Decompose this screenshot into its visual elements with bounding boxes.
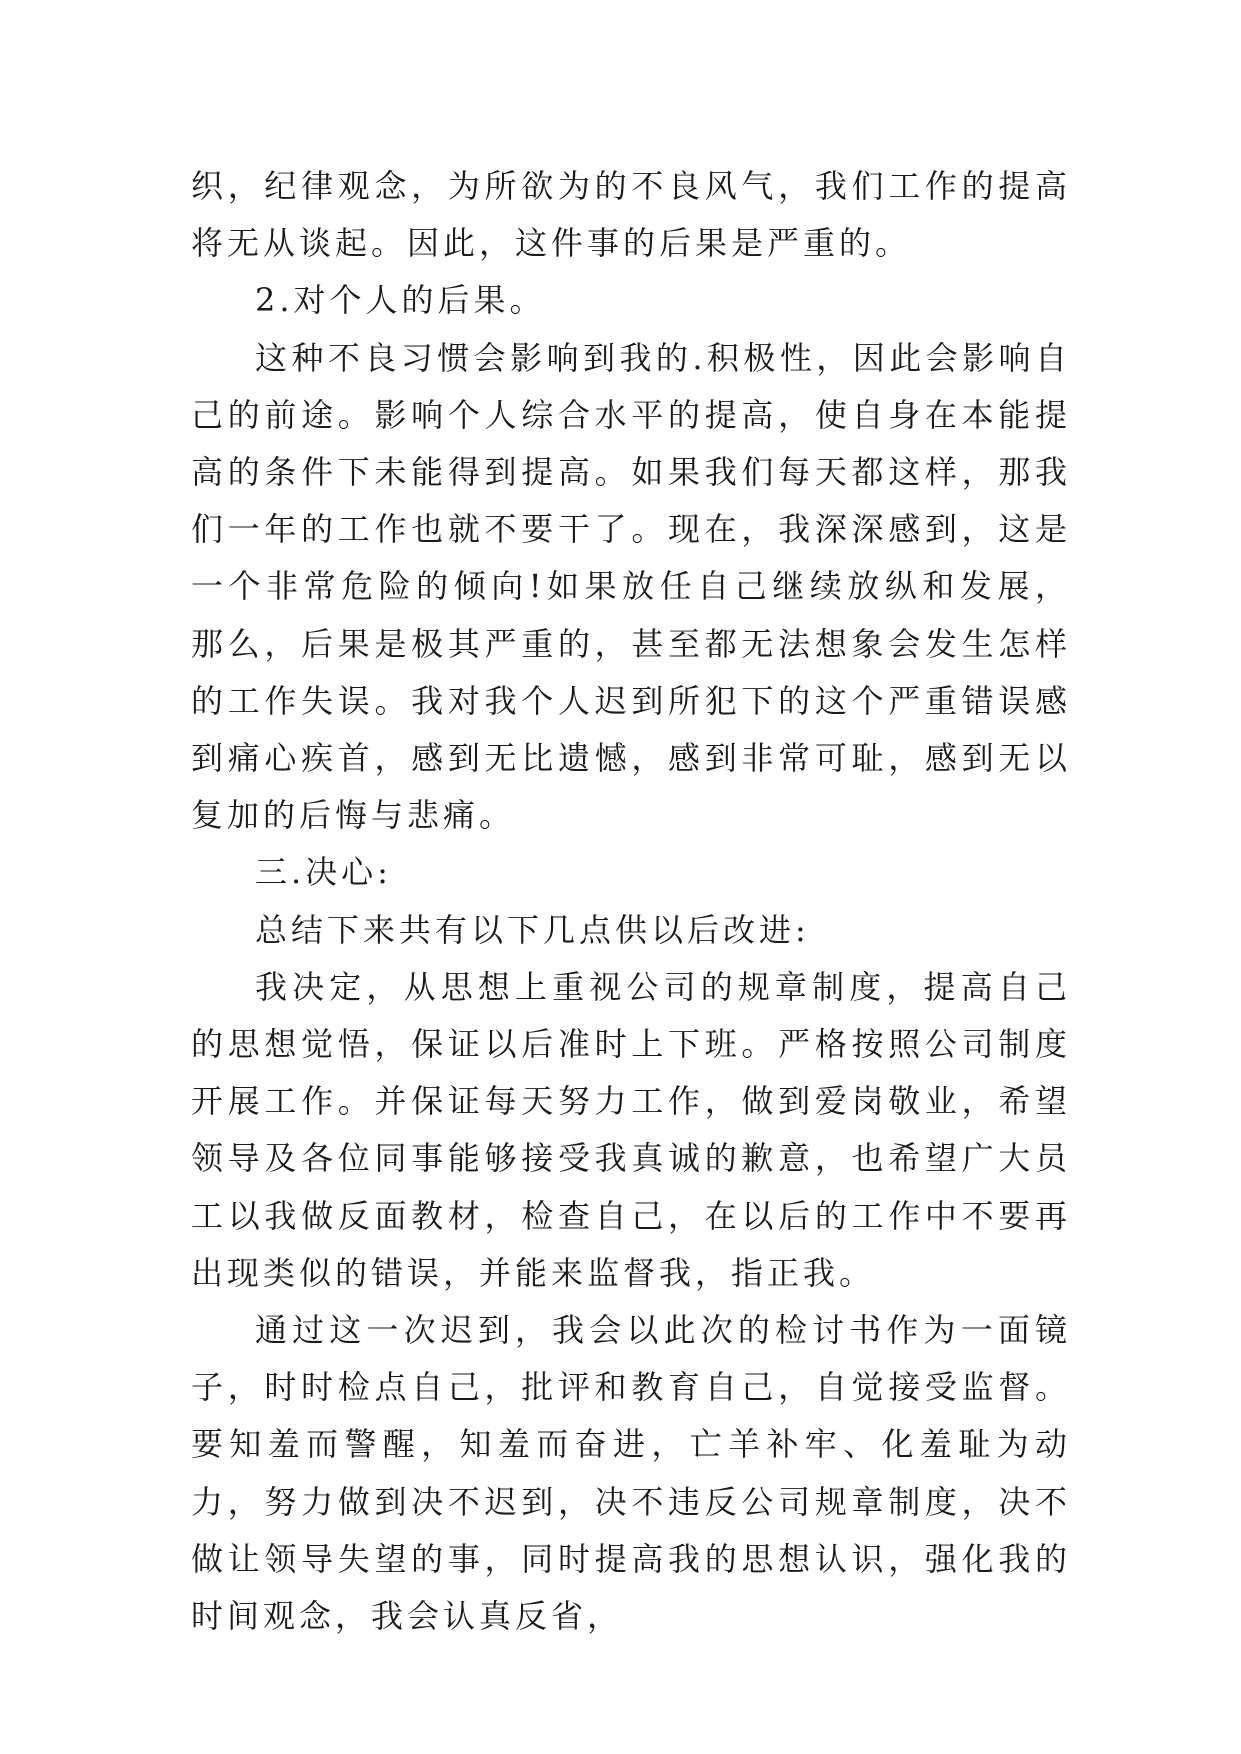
paragraph-consequence-conclusion: 织，纪律观念，为所欲为的不良风气，我们工作的提高将无从谈起。因此，这件事的后果是严重的。 [191, 167, 1071, 263]
paragraph-decision: 我决定，从思想上重视公司的规章制度，提高自己的思想觉悟，保证以后准时上下班。严格按照公司制度开展工作。并保证每天努力工作，做到爱岗敬业，希望领导及各位同事能够接受我真诚的歉意，也希望广大员工以我做反面教材，检查自己，在以后的工作中不要再出现类似的错误，并能来监督我，指正我。 [191, 967, 1071, 1292]
paragraph-personal-consequence: 这种不良习惯会影响到我的.积极性，因此会影响自己的前途。影响个人综合水平的提高，使自身在本能提高的条件下未能得到提高。如果我们每天都这样，那我们一年的工作也就不要干了。现在，我深深感到，这是一个非常危险的倾向!如果放任自己继续放纵和发展，那么，后果是极其严重的，甚至都无法想象会发生怎样的工作失误。我对我个人迟到所犯下的这个严重错误感到痛心疾首，感到无比遗憾，感到非常可耻，感到无以复加的后悔与悲痛。 [191, 338, 1071, 835]
heading-personal-consequence: 2.对个人的后果。 [255, 281, 546, 320]
paragraph-summary-intro: 总结下来共有以下几点供以后改进: [255, 910, 810, 949]
heading-resolution: 三.决心: [255, 853, 392, 892]
document-body [191, 158, 1071, 1645]
paragraph-reflection: 通过这一次迟到，我会以此次的检讨书作为一面镜子，时时检点自己，批评和教育自己，自觉接受监督。要知羞而警醒，知羞而奋进，亡羊补牢、化羞耻为动力，努力做到决不迟到，决不违反公司规章制度，决不做让领导失望的事，同时提高我的思想认识，强化我的时间观念，我会认真反省， [191, 1311, 1071, 1636]
